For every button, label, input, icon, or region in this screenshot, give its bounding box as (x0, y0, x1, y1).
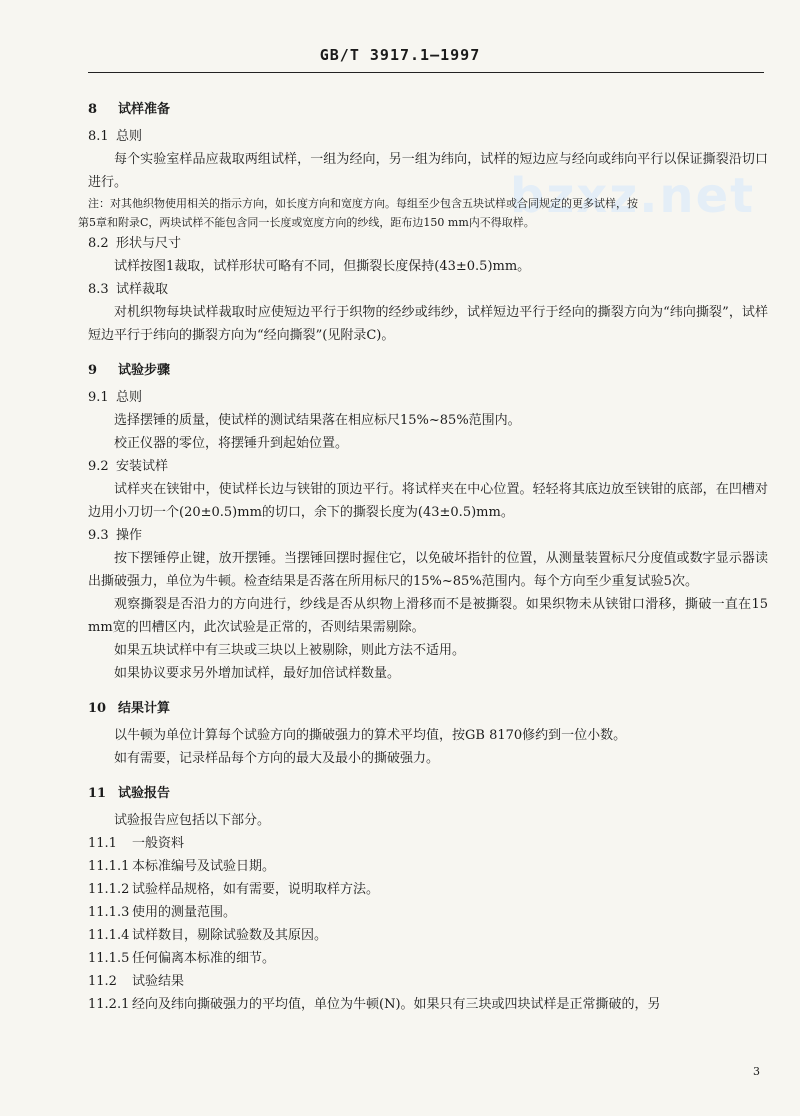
section-8-3-heading: 8.3 试样裁取 (88, 282, 169, 297)
section-9-1-heading: 9.1 总则 (88, 390, 143, 405)
paragraph: 如有需要，记录样品每个方向的最大及最小的撕破强力。 (114, 751, 440, 766)
section-11-2-heading: 11.2 试验结果 (88, 974, 185, 989)
paragraph: 如果协议要求另外增加试样，最好加倍试样数量。 (114, 666, 401, 681)
section-10-heading: 10 结果计算 (88, 701, 171, 716)
section-8-heading: 8 试样准备 (88, 102, 171, 117)
paragraph: 试样按图1裁取，试样形状可略有不同，但撕裂长度保持(43±0.5)mm。 (114, 259, 531, 274)
section-11-heading: 11 试验报告 (88, 786, 171, 801)
list-item: 11.1.5 任何偏离本标准的细节。 (88, 951, 276, 966)
document-body (78, 98, 768, 1016)
list-item: 11.1.1 本标准编号及试验日期。 (88, 859, 276, 874)
paragraph: 以牛顿为单位计算每个试验方向的撕破强力的算术平均值，按GB 8170修约到一位小数。 (114, 728, 627, 743)
paragraph: 试验报告应包括以下部分。 (114, 813, 271, 828)
note-line: 第5章和附录C，两块试样不能包含同一长度或宽度方向的纱线，距布边150 mm内不得取样。 (78, 216, 535, 229)
section-11-1-heading: 11.1 一般资料 (88, 836, 185, 851)
paragraph: 按下摆锤停止键，放开摆锤。当摆锤回摆时握住它，以免破坏指针的位置，从测量装置标尺分度值或数字显示器读出撕破强力，单位为牛顿。检查结果是否落在所用标尺的15%~85%范围内。每个方向至少重复试验5次。 (88, 551, 768, 589)
section-9-3-heading: 9.3 操作 (88, 528, 143, 543)
section-8-2-heading: 8.2 形状与尺寸 (88, 236, 182, 251)
standard-header: GB/T 3917.1—1997 (319, 46, 481, 64)
paragraph: 选择摆锤的质量，使试样的测试结果落在相应标尺15%~85%范围内。 (114, 413, 521, 428)
list-item: 11.1.3 使用的测量范围。 (88, 905, 237, 920)
list-item: 11.2.1 经向及纬向撕破强力的平均值，单位为牛顿(N)。如果只有三块或四块试样是正常撕破的，另 (88, 997, 661, 1012)
paragraph: 对机织物每块试样裁取时应使短边平行于织物的经纱或纬纱，试样短边平行于经向的撕裂方向为“纬向撕裂”，试样短边平行于纬向的撕裂方向为“经向撕裂”(见附录C)。 (88, 305, 768, 343)
section-9-heading: 9 试验步骤 (88, 363, 171, 378)
watermark: bzxz.net (510, 168, 756, 224)
paragraph: 如果五块试样中有三块或三块以上被剔除，则此方法不适用。 (114, 643, 466, 658)
paragraph: 校正仪器的零位，将摆锤升到起始位置。 (114, 436, 349, 451)
header-rule (88, 72, 764, 73)
section-9-2-heading: 9.2 安装试样 (88, 459, 169, 474)
list-item: 11.1.2 试验样品规格，如有需要，说明取样方法。 (88, 882, 380, 897)
paragraph: 每个实验室样品应裁取两组试样，一组为经向，另一组为纬向，试样的短边应与经向或纬向平行以保证撕裂沿切口进行。 (88, 152, 768, 190)
paragraph: 试样夹在铗钳中，使试样长边与铗钳的顶边平行。将试样夹在中心位置。轻轻将其底边放至铗钳的底部，在凹槽对边用小刀切一个(20±0.5)mm的切口，余下的撕裂长度为(43±0.5)mm。 (88, 482, 768, 520)
note-line: 注：对其他织物使用相关的指示方向，如长度方向和宽度方向。每组至少包含五块试样或合同规定的更多试样，按 (88, 197, 638, 210)
section-8-1-heading: 8.1 总则 (88, 129, 143, 144)
page-number: 3 (753, 1065, 760, 1078)
paragraph: 观察撕裂是否沿力的方向进行，纱线是否从织物上滑移而不是被撕裂。如果织物未从铗钳口滑移，撕破一直在15 mm宽的凹槽区内，此次试验是正常的，否则结果需剔除。 (88, 597, 768, 635)
list-item: 11.1.4 试样数目，剔除试验数及其原因。 (88, 928, 328, 943)
